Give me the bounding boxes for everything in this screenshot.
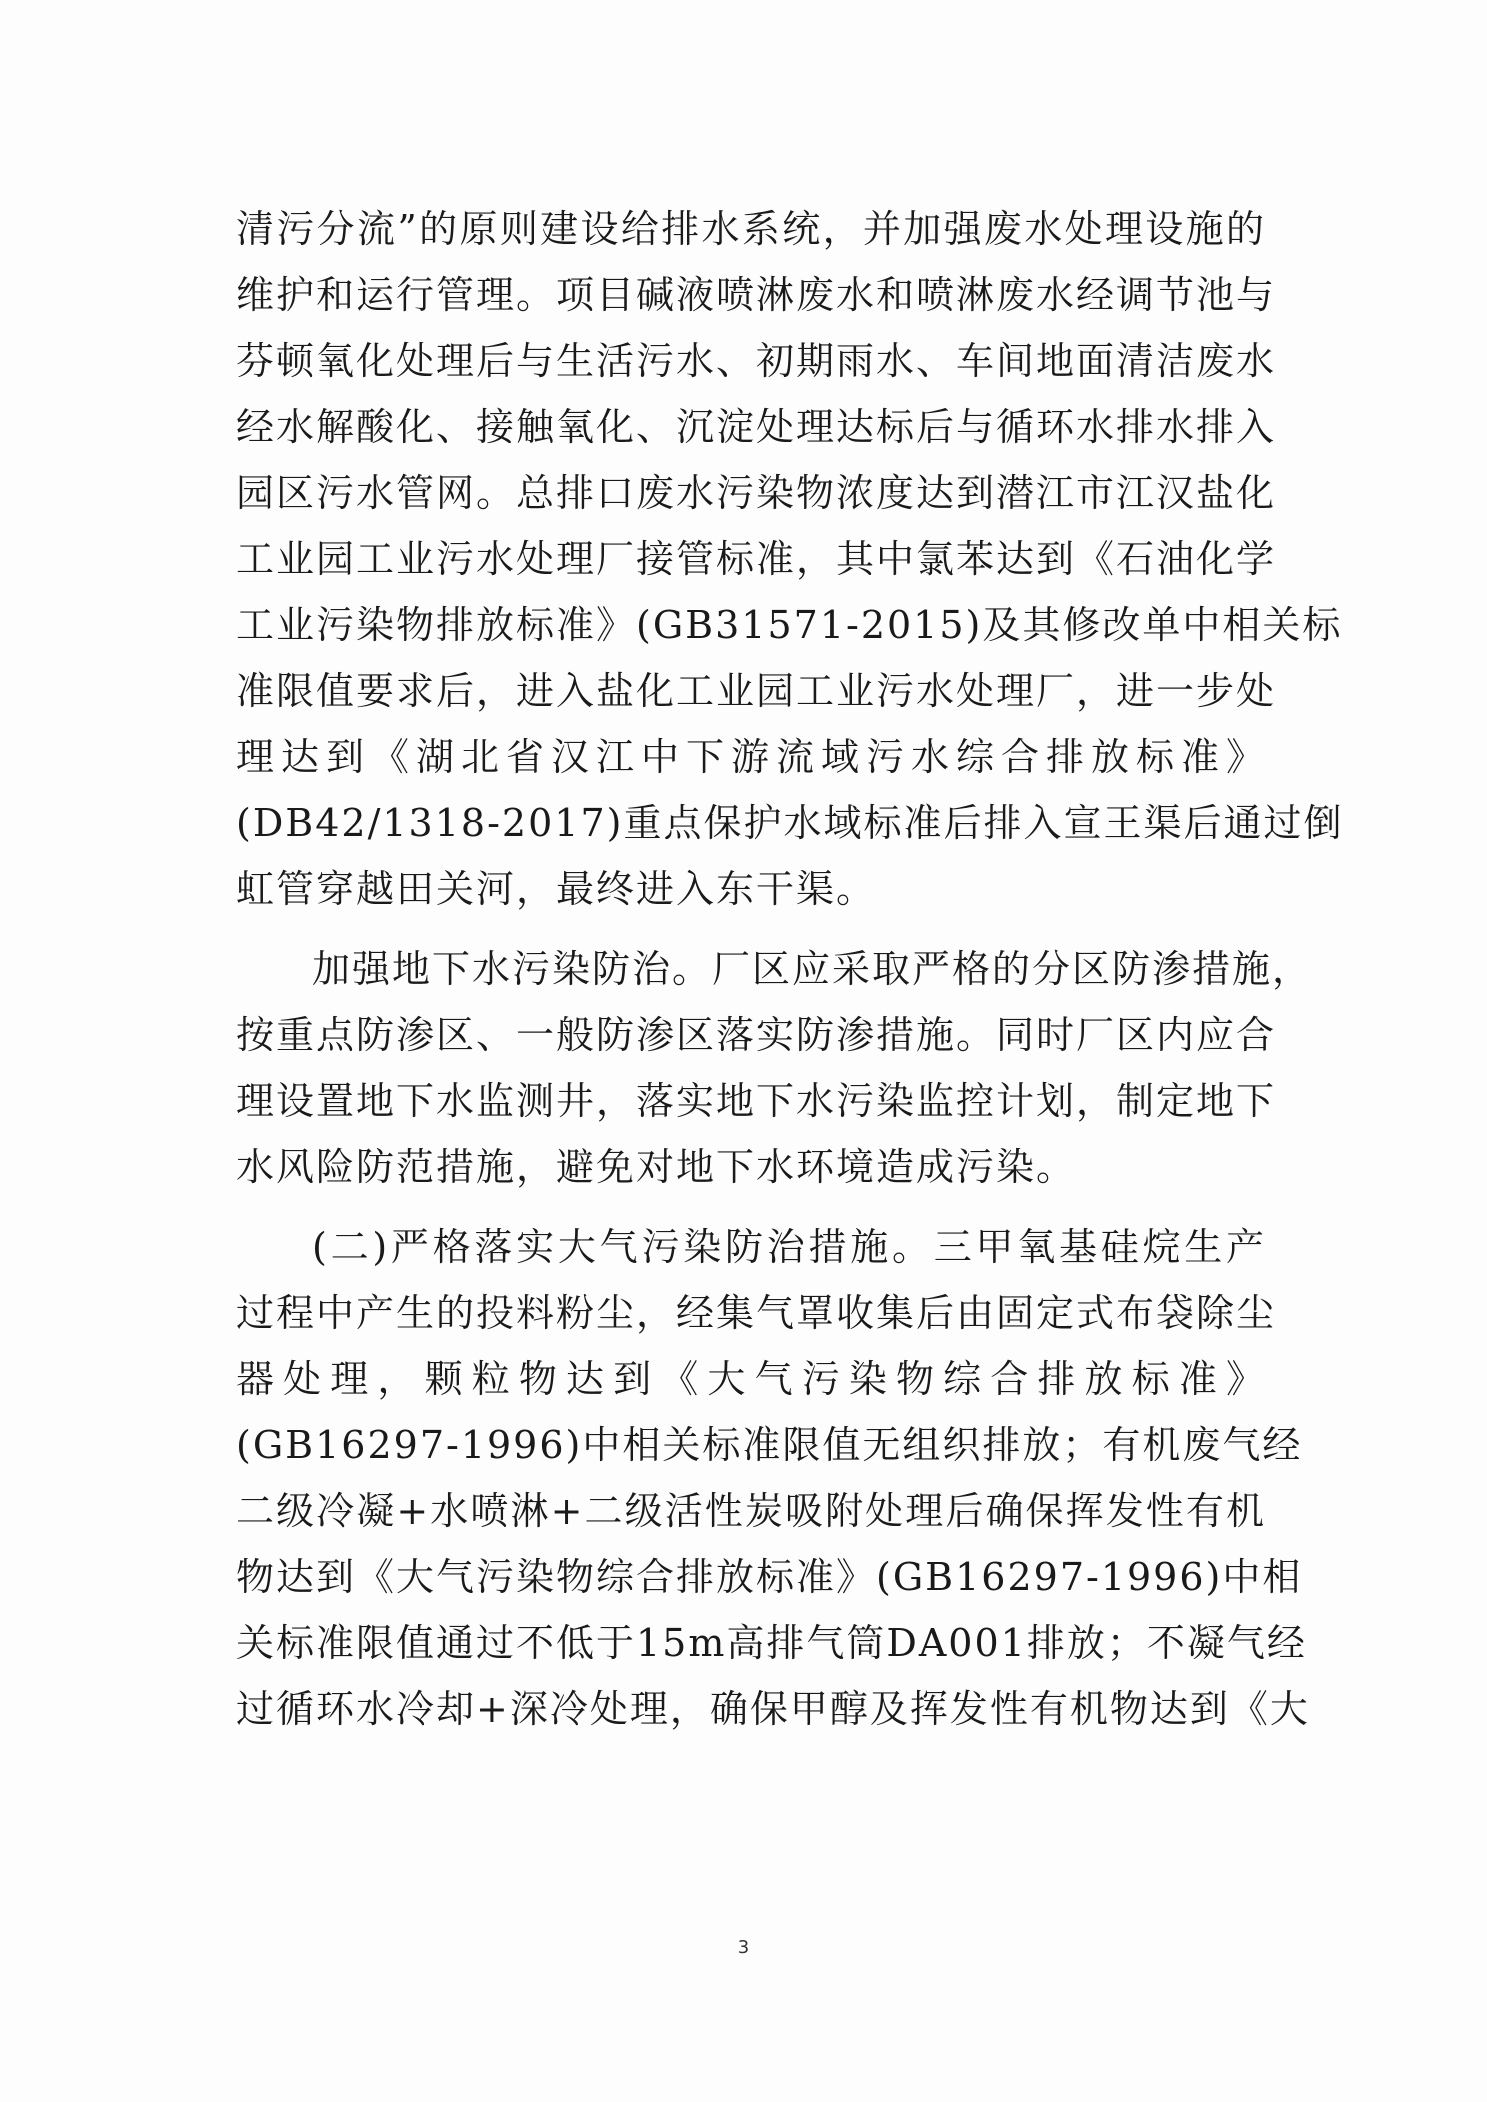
- text-line: (GB16297-1996)中相关标准限值无组织排放；有机废气经: [236, 1423, 1303, 1467]
- text-line: 虹管穿越田关河，最终进入东干渠。: [236, 867, 877, 911]
- text-line: 准限值要求后，进入盐化工业园工业污水处理厂，进一步处: [236, 669, 1277, 713]
- text-line: 水风险防范措施，避免对地下水环境造成污染。: [236, 1145, 1077, 1189]
- text-line: 理达到《湖北省汉江中下游流域污水综合排放标准》: [236, 735, 1266, 779]
- text-line: 芬顿氧化处理后与生活污水、初期雨水、车间地面清洁废水: [236, 339, 1277, 383]
- text-line: 园区污水管网。总排口废水污染物浓度达到潜江市江汉盐化: [236, 471, 1277, 515]
- text-line: 理设置地下水监测井，落实地下水污染监控计划，制定地下: [236, 1079, 1277, 1123]
- text-line: 过程中产生的投料粉尘，经集气罩收集后由固定式布袋除尘: [236, 1291, 1277, 1335]
- text-line: 过循环水冷却+深冷处理，确保甲醇及挥发性有机物达到《大: [236, 1687, 1310, 1731]
- text-line: 关标准限值通过不低于15m高排气筒DA001排放；不凝气经: [236, 1621, 1307, 1665]
- text-line: 工业园工业污水处理厂接管标准，其中氯苯达到《石油化学: [236, 537, 1277, 581]
- text-line: 物达到《大气污染物综合排放标准》(GB16297-1996)中相: [236, 1555, 1303, 1599]
- body-text: [236, 196, 1344, 1742]
- text-line: 按重点防渗区、一般防渗区落实防渗措施。同时厂区内应合: [236, 1013, 1277, 1057]
- page-number: 3: [737, 1937, 750, 1958]
- text-line: 工业污染物排放标准》(GB31571-2015)及其修改单中相关标: [236, 603, 1343, 647]
- text-line: 器处理，颗粒物达到《大气污染物综合排放标准》: [236, 1357, 1266, 1401]
- text-line: 加强地下水污染防治。厂区应采取严格的分区防渗措施，: [312, 947, 1313, 991]
- text-line: 清污分流”的原则建设给排水系统，并加强废水处理设施的: [236, 207, 1266, 251]
- text-line: 二级冷凝+水喷淋+二级活性炭吸附处理后确保挥发性有机: [236, 1489, 1266, 1533]
- text-line: (DB42/1318-2017)重点保护水域标准后排入宣王渠后通过倒: [236, 801, 1344, 845]
- text-line: 维护和运行管理。项目碱液喷淋废水和喷淋废水经调节池与: [236, 273, 1277, 317]
- text-line: 经水解酸化、接触氧化、沉淀处理达标后与循环水排水排入: [236, 405, 1277, 449]
- text-line: (二)严格落实大气污染防治措施。三甲氧基硅烷生产: [312, 1225, 1266, 1269]
